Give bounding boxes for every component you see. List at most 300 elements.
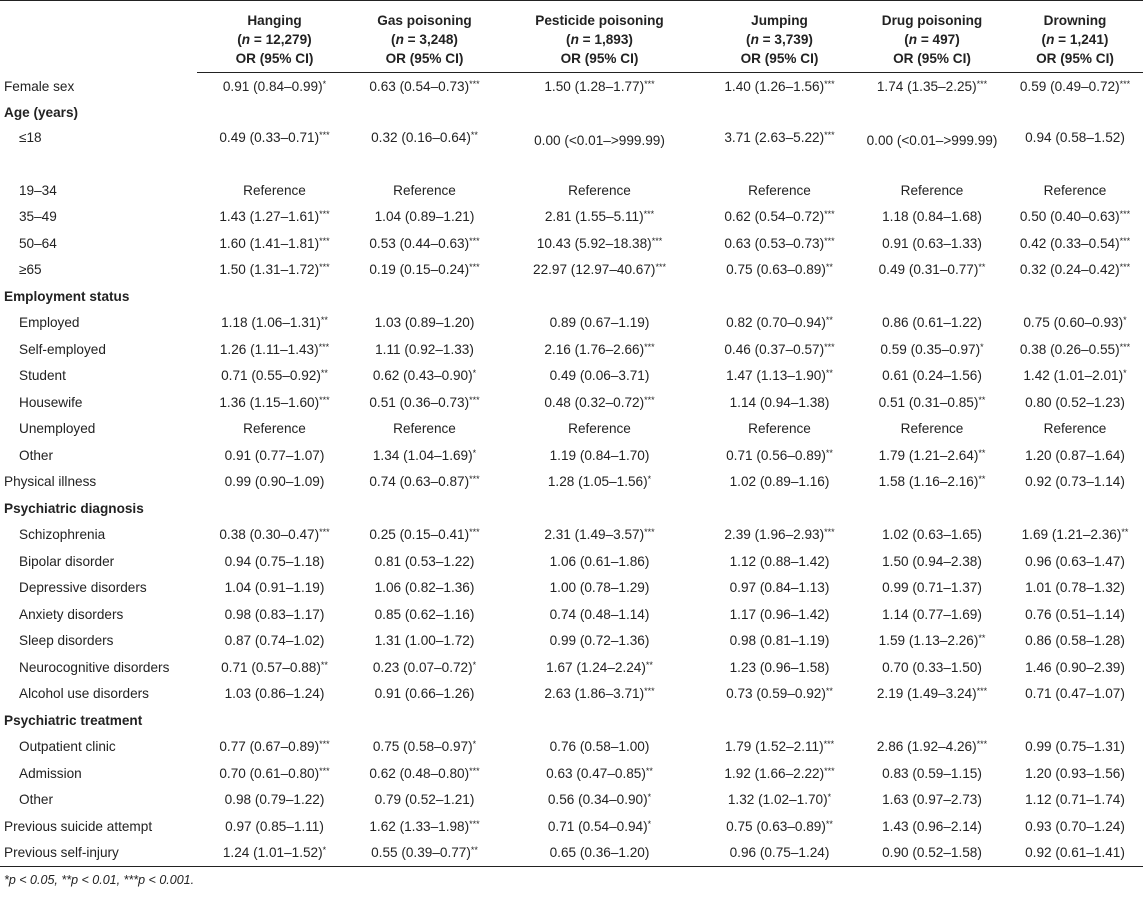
- or-cell: [497, 442, 702, 469]
- or-value: 1.06 (0.82–1.36): [374, 580, 475, 596]
- or-cell: [857, 73, 1007, 100]
- or-value: 1.50 (0.94–2.38): [882, 553, 982, 569]
- or-value: 1.20 (0.93–1.56): [1025, 765, 1125, 781]
- table-row: [0, 601, 1143, 628]
- or-cell: [352, 760, 497, 787]
- or-cell: [197, 628, 352, 655]
- or-value: 0.00 (<0.01–>999.99): [866, 133, 998, 148]
- significance-marker: ***: [976, 686, 988, 697]
- method-name: Hanging: [247, 13, 302, 28]
- significance-marker: ***: [469, 818, 480, 829]
- column-header-jumping: [702, 1, 857, 50]
- or-value: 1.03 (0.86–1.24): [224, 686, 325, 702]
- or-cell: [352, 73, 497, 100]
- or-value: 0.99 (0.71–1.37): [882, 580, 982, 596]
- significance-marker: ***: [824, 341, 835, 352]
- sample-size: (n = 497): [904, 32, 960, 47]
- n-value: = 1,893): [578, 32, 633, 47]
- significance-marker: **: [645, 659, 653, 670]
- or-value: 0.91 (0.84–0.99): [222, 78, 323, 94]
- or-cell: [702, 601, 857, 628]
- or-value: 22.97 (12.97–40.67): [533, 262, 656, 278]
- section-row: [0, 707, 1143, 734]
- or-cell: [857, 707, 1007, 734]
- or-cell: [497, 840, 702, 867]
- table-row: [0, 257, 1143, 284]
- significance-marker: **: [978, 633, 986, 644]
- or-value: 0.62 (0.48–0.80): [369, 765, 470, 781]
- or-cell: [702, 310, 857, 337]
- n-symbol: n: [908, 32, 918, 47]
- or-cell: [497, 177, 702, 204]
- or-cell: [197, 522, 352, 549]
- row-label: ≥65: [19, 262, 42, 278]
- or-value: 0.91 (0.77–1.07): [224, 447, 325, 463]
- or-cell: [497, 100, 702, 127]
- subheader-or-ci: OR (95% CI): [497, 49, 702, 73]
- or-value: Reference: [568, 182, 631, 198]
- or-value: 0.53 (0.44–0.63): [369, 235, 470, 251]
- table-row: [0, 681, 1143, 708]
- table-row: [0, 760, 1143, 787]
- or-cell: [702, 230, 857, 257]
- row-label: Alcohol use disorders: [19, 686, 149, 702]
- or-value: 0.87 (0.74–1.02): [224, 633, 325, 649]
- or-cell: [352, 707, 497, 734]
- or-cell: [497, 204, 702, 231]
- row-label: 35–49: [19, 209, 57, 225]
- column-header-gas-poisoning: [352, 1, 497, 50]
- or-cell: [857, 442, 1007, 469]
- or-value: 0.91 (0.66–1.26): [374, 686, 475, 702]
- significance-marker: *: [827, 792, 832, 803]
- or-value: 1.17 (0.96–1.42): [729, 606, 830, 622]
- or-cell: [702, 734, 857, 761]
- significance-marker: ***: [319, 130, 330, 140]
- or-value: 1.11 (0.92–1.33): [375, 341, 474, 357]
- significance-marker: **: [978, 262, 986, 273]
- significance-marker: ***: [319, 209, 330, 220]
- or-cell: [857, 628, 1007, 655]
- row-label: 19–34: [19, 182, 57, 198]
- significance-marker: ***: [319, 262, 330, 273]
- or-cell: [352, 363, 497, 390]
- or-cell: [352, 389, 497, 416]
- or-value: 0.93 (0.70–1.24): [1025, 818, 1125, 834]
- or-value: 0.83 (0.59–1.15): [882, 765, 982, 781]
- or-value: 0.98 (0.79–1.22): [224, 792, 325, 808]
- or-cell: [497, 681, 702, 708]
- or-value: 1.59 (1.13–2.26): [878, 633, 979, 649]
- or-value: 0.49 (0.33–0.71): [219, 130, 320, 145]
- or-value: 0.94 (0.58–1.52): [1025, 130, 1125, 145]
- or-cell: [497, 522, 702, 549]
- significance-marker: ***: [824, 235, 835, 246]
- or-cell: [1007, 257, 1143, 284]
- or-cell: [352, 495, 497, 522]
- row-label: ≤18: [19, 130, 42, 145]
- or-cell: [1007, 548, 1143, 575]
- or-value: 1.01 (0.78–1.32): [1025, 580, 1125, 596]
- or-cell: [702, 813, 857, 840]
- or-cell: [197, 575, 352, 602]
- or-cell: [1007, 283, 1143, 310]
- or-cell: [497, 734, 702, 761]
- or-value: 1.62 (1.33–1.98): [369, 818, 470, 834]
- n-value: = 12,279): [250, 32, 312, 47]
- or-cell: [1007, 628, 1143, 655]
- or-cell: [857, 654, 1007, 681]
- significance-marker: ***: [469, 78, 480, 89]
- or-value: 1.06 (0.61–1.86): [549, 553, 650, 569]
- or-cell: [352, 628, 497, 655]
- or-cell: [352, 100, 497, 127]
- significance-marker: ***: [319, 765, 330, 776]
- or-cell: [197, 495, 352, 522]
- or-cell: [197, 204, 352, 231]
- or-cell: [352, 336, 497, 363]
- or-cell: [857, 310, 1007, 337]
- or-cell: [497, 654, 702, 681]
- or-cell: [197, 73, 352, 100]
- significance-marker: ***: [643, 209, 655, 220]
- column-header-hanging: [197, 1, 352, 50]
- table-row: [0, 336, 1143, 363]
- footnote: *p < 0.05, **p < 0.01, ***p < 0.001.: [4, 873, 195, 887]
- or-cell: [352, 575, 497, 602]
- or-cell: [352, 654, 497, 681]
- significance-marker: ***: [1119, 78, 1131, 89]
- significance-marker: **: [825, 818, 833, 829]
- or-cell: [1007, 840, 1143, 867]
- row-label: Physical illness: [4, 474, 97, 490]
- or-value: 1.18 (0.84–1.68): [882, 209, 982, 225]
- row-label: Anxiety disorders: [19, 606, 124, 622]
- table-row: [0, 389, 1143, 416]
- n-value: = 1,241): [1054, 32, 1109, 47]
- or-cell: [497, 310, 702, 337]
- or-value: 0.99 (0.90–1.09): [224, 474, 325, 490]
- or-value: 0.81 (0.53–1.22): [374, 553, 475, 569]
- or-cell: [1007, 495, 1143, 522]
- or-cell: [857, 257, 1007, 284]
- or-cell: [197, 469, 352, 496]
- significance-marker: ***: [824, 765, 835, 776]
- or-value: 1.23 (0.96–1.58): [729, 659, 830, 675]
- significance-marker: **: [978, 474, 986, 485]
- or-cell: [702, 389, 857, 416]
- or-value: 2.81 (1.55–5.11): [544, 209, 644, 225]
- subheader-or-ci: OR (95% CI): [857, 49, 1007, 73]
- subheader-or-ci: OR (95% CI): [1007, 49, 1143, 73]
- or-value: 0.63 (0.47–0.85): [546, 765, 646, 781]
- or-value: 0.99 (0.75–1.31): [1025, 739, 1125, 755]
- column-header-drug-poisoning: [857, 1, 1007, 50]
- or-value: 0.96 (0.63–1.47): [1025, 553, 1125, 569]
- row-label: Previous suicide attempt: [4, 818, 153, 834]
- or-cell: [197, 760, 352, 787]
- table-row: [0, 522, 1143, 549]
- or-value: 1.12 (0.88–1.42): [729, 553, 830, 569]
- or-cell: [1007, 707, 1143, 734]
- or-cell: [352, 840, 497, 867]
- or-value: 10.43 (5.92–18.38): [536, 235, 652, 251]
- or-cell: [857, 389, 1007, 416]
- significance-marker: ***: [655, 262, 666, 273]
- or-cell: [352, 416, 497, 443]
- significance-marker: *: [472, 447, 477, 458]
- or-value: 1.04 (0.89–1.21): [374, 209, 475, 225]
- or-cell: [702, 575, 857, 602]
- or-cell: [702, 787, 857, 814]
- or-value: 0.59 (0.35–0.97): [880, 341, 981, 357]
- or-cell: [497, 469, 702, 496]
- row-label: Bipolar disorder: [19, 553, 115, 569]
- significance-marker: ***: [824, 209, 835, 220]
- or-value: 0.38 (0.30–0.47): [219, 527, 320, 543]
- significance-marker: *: [322, 845, 327, 856]
- or-cell: [857, 177, 1007, 204]
- or-cell: [197, 177, 352, 204]
- row-label: Outpatient clinic: [19, 739, 116, 755]
- or-cell: [702, 707, 857, 734]
- or-value: 0.49 (0.31–0.77): [878, 262, 979, 278]
- or-cell: [702, 442, 857, 469]
- or-cell: [1007, 681, 1143, 708]
- or-cell: [497, 126, 702, 177]
- or-value: 0.73 (0.59–0.92): [726, 686, 826, 702]
- or-cell: [702, 654, 857, 681]
- or-value: 0.38 (0.26–0.55): [1019, 341, 1120, 357]
- significance-marker: *: [472, 739, 477, 750]
- row-label: Psychiatric diagnosis: [4, 500, 144, 516]
- or-value: 0.74 (0.48–1.14): [549, 606, 650, 622]
- or-value: 1.47 (1.13–1.90): [726, 368, 826, 384]
- row-label: Student: [19, 368, 66, 384]
- table-row: [0, 416, 1143, 443]
- n-value: = 3,248): [403, 32, 458, 47]
- or-cell: [1007, 760, 1143, 787]
- row-label: Female sex: [4, 78, 75, 94]
- or-value: 1.34 (1.04–1.69): [372, 447, 473, 463]
- significance-marker: ***: [644, 527, 655, 538]
- significance-marker: **: [825, 447, 833, 458]
- or-cell: [197, 548, 352, 575]
- column-header-pesticide-poisoning: [497, 1, 702, 50]
- or-cell: [857, 787, 1007, 814]
- or-cell: [352, 310, 497, 337]
- table-body: [0, 73, 1143, 867]
- or-value: 1.74 (1.35–2.25): [876, 78, 977, 94]
- or-cell: [1007, 416, 1143, 443]
- or-cell: [857, 495, 1007, 522]
- section-row: [0, 283, 1143, 310]
- or-cell: [857, 230, 1007, 257]
- or-value: 1.26 (1.11–1.43): [219, 341, 319, 357]
- or-cell: [197, 283, 352, 310]
- or-cell: [497, 628, 702, 655]
- or-cell: [702, 681, 857, 708]
- or-cell: [857, 416, 1007, 443]
- or-value: 0.19 (0.15–0.24): [369, 262, 470, 278]
- or-value: 0.71 (0.56–0.89): [726, 447, 826, 463]
- or-value: 0.50 (0.40–0.63): [1019, 209, 1120, 225]
- or-cell: [1007, 442, 1143, 469]
- or-cell: [702, 100, 857, 127]
- sample-size: (n = 3,248): [391, 32, 458, 47]
- subheader-or-ci: OR (95% CI): [352, 49, 497, 73]
- significance-marker: ***: [469, 474, 480, 485]
- or-cell: [197, 257, 352, 284]
- significance-marker: ***: [1119, 209, 1131, 220]
- or-value: 2.31 (1.49–3.57): [544, 527, 645, 543]
- or-cell: [197, 840, 352, 867]
- or-cell: [352, 126, 497, 177]
- or-cell: [1007, 469, 1143, 496]
- or-cell: [197, 813, 352, 840]
- or-value: 0.75 (0.58–0.97): [372, 739, 473, 755]
- or-cell: [497, 336, 702, 363]
- sample-size: (n = 1,241): [1041, 32, 1109, 47]
- row-label: Self-employed: [19, 341, 106, 357]
- or-cell: [1007, 575, 1143, 602]
- or-cell: [352, 177, 497, 204]
- or-value: 0.55 (0.39–0.77): [371, 845, 471, 861]
- table-row: [0, 548, 1143, 575]
- significance-marker: **: [470, 845, 478, 856]
- or-value: 2.63 (1.86–3.71): [544, 686, 645, 702]
- significance-marker: ***: [1119, 262, 1131, 273]
- table-row: [0, 126, 1143, 177]
- table-row: [0, 363, 1143, 390]
- n-value: = 3,739): [758, 32, 813, 47]
- or-cell: [352, 601, 497, 628]
- sample-size: (n = 12,279): [237, 32, 312, 47]
- significance-marker: ***: [469, 262, 480, 273]
- or-value: 0.77 (0.67–0.89): [219, 739, 320, 755]
- or-value: 0.32 (0.16–0.64): [371, 130, 471, 145]
- significance-marker: ***: [823, 739, 835, 750]
- or-value: 1.58 (1.16–2.16): [878, 474, 979, 490]
- significance-marker: ***: [976, 739, 988, 750]
- or-cell: [197, 734, 352, 761]
- or-cell: [352, 442, 497, 469]
- or-value: Reference: [1043, 421, 1107, 437]
- or-cell: [352, 548, 497, 575]
- or-value: 0.92 (0.61–1.41): [1025, 845, 1125, 861]
- significance-marker: **: [320, 368, 328, 379]
- or-value: 1.43 (0.96–2.14): [882, 818, 982, 834]
- or-value: 1.50 (1.31–1.72): [219, 262, 320, 278]
- or-cell: [702, 363, 857, 390]
- or-value: 0.75 (0.63–0.89): [726, 818, 826, 834]
- significance-marker: *: [647, 792, 652, 803]
- table-row: [0, 628, 1143, 655]
- header-corner: [0, 1, 197, 50]
- row-label: Age (years): [4, 105, 79, 121]
- row-label: Sleep disorders: [19, 633, 114, 649]
- header-corner-2: [0, 49, 197, 73]
- or-value: 0.00 (<0.01–>999.99): [534, 133, 665, 148]
- significance-marker: **: [825, 262, 833, 273]
- or-cell: [702, 73, 857, 100]
- or-cell: [1007, 734, 1143, 761]
- method-name: Drug poisoning: [881, 13, 983, 28]
- or-value: Reference: [900, 421, 964, 437]
- or-cell: [497, 760, 702, 787]
- or-cell: [702, 336, 857, 363]
- significance-marker: *: [472, 368, 477, 379]
- table-row: [0, 442, 1143, 469]
- or-value: 1.04 (0.91–1.19): [224, 580, 325, 596]
- or-value: 0.25 (0.15–0.41): [369, 527, 470, 543]
- or-value: 0.90 (0.52–1.58): [882, 845, 982, 861]
- or-cell: [1007, 787, 1143, 814]
- or-cell: [497, 813, 702, 840]
- or-cell: [1007, 100, 1143, 127]
- or-value: 1.69 (1.21–2.36): [1021, 527, 1122, 543]
- significance-marker: ***: [976, 78, 988, 89]
- method-name: Gas poisoning: [377, 13, 472, 28]
- or-value: Reference: [1043, 182, 1107, 198]
- significance-marker: **: [978, 394, 986, 405]
- or-cell: [497, 257, 702, 284]
- or-cell: [197, 787, 352, 814]
- row-label: Schizophrenia: [19, 527, 106, 543]
- significance-marker: **: [320, 315, 328, 326]
- or-value: 0.65 (0.36–1.20): [549, 845, 650, 861]
- or-value: 0.70 (0.61–0.80): [219, 765, 320, 781]
- table-row: [0, 230, 1143, 257]
- or-value: Reference: [243, 421, 306, 437]
- or-cell: [497, 495, 702, 522]
- significance-marker: ***: [651, 235, 663, 246]
- n-symbol: n: [570, 32, 579, 47]
- or-cell: [702, 177, 857, 204]
- or-cell: [702, 495, 857, 522]
- or-cell: [857, 601, 1007, 628]
- or-cell: [197, 310, 352, 337]
- or-cell: [197, 336, 352, 363]
- or-value: 0.48 (0.32–0.72): [544, 394, 645, 410]
- or-cell: [1007, 654, 1143, 681]
- significance-marker: ***: [824, 78, 835, 89]
- significance-marker: *: [472, 659, 477, 670]
- or-cell: [1007, 363, 1143, 390]
- or-cell: [702, 283, 857, 310]
- table-row: [0, 787, 1143, 814]
- or-value: 0.76 (0.58–1.00): [549, 739, 650, 755]
- or-cell: [857, 681, 1007, 708]
- or-cell: [497, 575, 702, 602]
- n-symbol: n: [750, 32, 759, 47]
- significance-marker: ***: [824, 527, 835, 538]
- row-label: Other: [19, 447, 53, 463]
- or-cell: [352, 681, 497, 708]
- or-value: Reference: [568, 421, 631, 437]
- or-value: 2.86 (1.92–4.26): [876, 739, 977, 755]
- or-value: 1.31 (1.00–1.72): [374, 633, 475, 649]
- or-value: 1.43 (1.27–1.61): [219, 209, 320, 225]
- significance-marker: **: [825, 686, 833, 697]
- or-value: 1.14 (0.77–1.69): [882, 606, 982, 622]
- row-label: Unemployed: [19, 421, 96, 437]
- significance-marker: ***: [469, 765, 480, 776]
- or-cell: [702, 469, 857, 496]
- or-cell: [1007, 177, 1143, 204]
- or-cell: [197, 230, 352, 257]
- row-label: Employed: [19, 315, 80, 331]
